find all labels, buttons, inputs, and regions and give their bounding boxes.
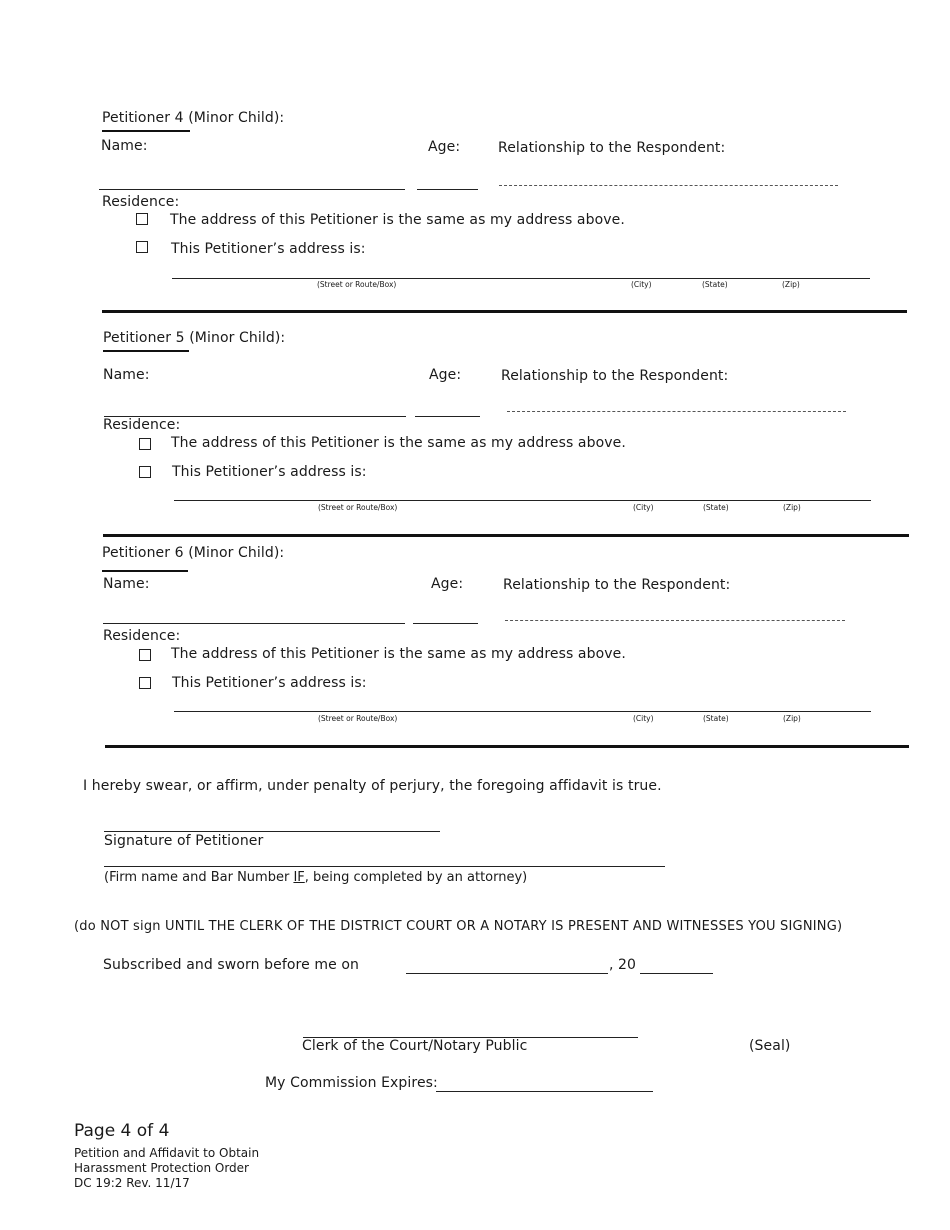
section-divider [103,534,909,537]
form-number: DC 19:2 Rev. 11/17 [74,1176,190,1190]
petitioner-4-address-field[interactable] [172,278,870,279]
petitioner-5-zip-caption: (Zip) [783,503,801,512]
petitioner-6-relationship-field[interactable] [505,620,845,621]
petitioner-5-same-address-checkbox[interactable] [139,438,151,450]
petitioner-6-title-underline [102,570,188,572]
petitioner-5-age-field[interactable] [415,416,480,417]
petitioner-5-relationship-label: Relationship to the Respondent: [501,368,729,384]
sworn-year-field[interactable] [640,973,713,974]
petitioner-5-title-underline [103,350,189,352]
petitioner-4-street-caption: (Street or Route/Box) [317,280,397,289]
petitioner-5-street-caption: (Street or Route/Box) [318,503,398,512]
signature-label: Signature of Petitioner [104,833,264,849]
petitioner-5-other-address-text: This Petitioner’s address is: [172,464,367,480]
petitioner-5-relationship-field[interactable] [507,411,846,412]
petitioner-6-zip-caption: (Zip) [783,714,801,723]
petitioner-4-heading [102,110,284,126]
petitioner-5-qualifier: (Minor Child): [189,330,286,346]
section-divider [102,310,907,313]
petitioner-6-street-caption: (Street or Route/Box) [318,714,398,723]
petitioner-6-state-caption: (State) [703,714,729,723]
sworn-date-field[interactable] [406,973,608,974]
petitioner-4-relationship-label: Relationship to the Respondent: [498,140,726,156]
petitioner-4-title-underline [102,130,190,132]
petitioner-4-age-label: Age: [428,139,461,155]
page-number: Page 4 of 4 [74,1121,170,1141]
petitioner-5-other-address-checkbox[interactable] [139,466,151,478]
petitioner-4-state-caption: (State) [702,280,728,289]
petitioner-5-city-caption: (City) [633,503,654,512]
petitioner-6-qualifier: (Minor Child): [188,545,285,561]
petitioner-5-name-label: Name: [103,367,150,383]
petitioner-4-same-address-checkbox[interactable] [136,213,148,225]
petitioner-6-other-address-text: This Petitioner’s address is: [172,675,367,691]
petitioner-4-qualifier: (Minor Child): [188,110,285,126]
petitioner-5-state-caption: (State) [703,503,729,512]
sworn-comma: , [609,957,614,973]
petitioner-4-same-address-text: The address of this Petitioner is the same as my address above. [170,212,625,228]
petitioner-6-address-field[interactable] [174,711,871,712]
petitioner-5-age-label: Age: [429,367,462,383]
signature-field[interactable] [104,831,440,832]
petitioner-4-residence-label: Residence: [102,194,180,210]
sworn-label: Subscribed and sworn before me on [103,957,359,973]
seal-label: (Seal) [749,1038,791,1054]
petitioner-6-name-label: Name: [103,576,150,592]
petitioner-4-other-address-text: This Petitioner’s address is: [171,241,366,257]
petitioner-6-same-address-checkbox[interactable] [139,649,151,661]
petitioner-6-age-label: Age: [431,576,464,592]
attorney-note-if: IF [293,870,305,885]
petitioner-4-name-field[interactable] [99,189,405,190]
petitioner-6-relationship-label: Relationship to the Respondent: [503,577,731,593]
form-title-line-2: Harassment Protection Order [74,1161,249,1175]
petitioner-5-same-address-text: The address of this Petitioner is the same as my address above. [171,435,626,451]
petitioner-6-name-field[interactable] [103,623,405,624]
petitioner-5-address-field[interactable] [174,500,871,501]
clerk-label: Clerk of the Court/Notary Public [302,1038,528,1054]
petitioner-6-city-caption: (City) [633,714,654,723]
commission-expiry-field[interactable] [436,1091,653,1092]
form-title-line-1: Petition and Affidavit to Obtain [74,1146,260,1160]
petitioner-6-title: Petitioner 6 [102,545,184,561]
attorney-note-suffix: , being completed by an attorney) [304,870,528,885]
section-divider [105,745,909,748]
petitioner-4-city-caption: (City) [631,280,652,289]
petitioner-4-other-address-checkbox[interactable] [136,241,148,253]
petitioner-6-heading [102,545,284,561]
attorney-field[interactable] [104,866,665,867]
signing-warning: (do NOT sign UNTIL THE CLERK OF THE DISTRICT COURT OR A NOTARY IS PRESENT AND WITNESSES YOU SIGNING) [74,919,843,934]
petitioner-5-residence-label: Residence: [103,417,181,433]
petitioner-6-age-field[interactable] [413,623,478,624]
petitioner-6-residence-label: Residence: [103,628,181,644]
sworn-year-prefix: 20 [618,957,637,973]
petitioner-4-zip-caption: (Zip) [782,280,800,289]
commission-label: My Commission Expires: [265,1075,438,1091]
petitioner-6-same-address-text: The address of this Petitioner is the same as my address above. [171,646,626,662]
petitioner-4-name-label: Name: [101,138,148,154]
petitioner-4-title: Petitioner 4 [102,110,184,126]
petitioner-4-relationship-field[interactable] [499,185,838,186]
attorney-note [104,870,527,885]
attorney-note-prefix: (Firm name and Bar Number [104,870,294,885]
affirmation-text: I hereby swear, or affirm, under penalty of perjury, the foregoing affidavit is true. [83,778,662,794]
petitioner-5-title: Petitioner 5 [103,330,185,346]
petitioner-5-heading [103,330,285,346]
petitioner-4-age-field[interactable] [417,189,478,190]
petitioner-6-other-address-checkbox[interactable] [139,677,151,689]
